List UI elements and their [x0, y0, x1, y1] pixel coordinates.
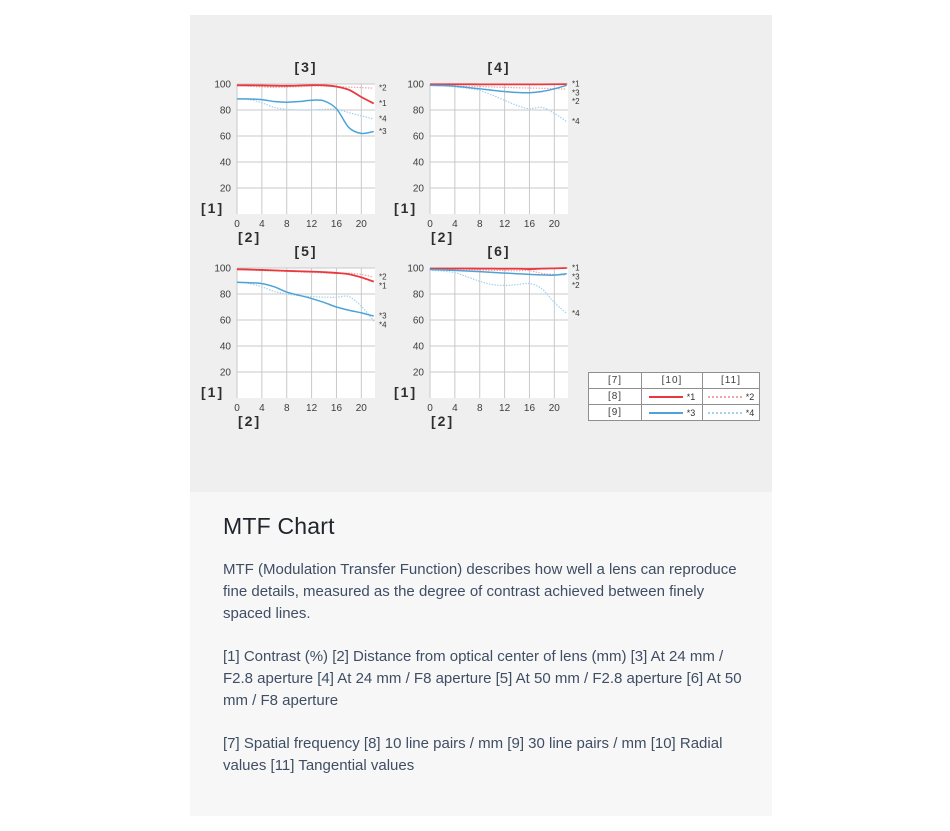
chart-plot	[207, 264, 413, 418]
svg-text:4: 4	[259, 219, 265, 230]
axis-key-paragraph: [1] Contrast (%) [2] Distance from optical center of lens (mm) [3] At 24 mm / F2.8 aperture [4] At 24 mm / F8 aperture [5] At 50 mm / F2.8 aperture [6] At 50 mm / F8 aperture	[223, 648, 742, 709]
svg-text:8: 8	[476, 219, 483, 230]
chart-title: [6]	[487, 243, 511, 259]
svg-text:8: 8	[283, 219, 290, 230]
svg-text:12: 12	[306, 403, 318, 414]
chart-plot	[207, 80, 413, 234]
legend-table	[588, 372, 760, 421]
svg-text:*2: *2	[572, 281, 580, 291]
svg-text:80: 80	[219, 105, 231, 117]
svg-text:*1: *1	[379, 281, 387, 291]
series-3-label: *3	[686, 407, 696, 418]
tangential-30lp-line-sample	[708, 412, 742, 414]
svg-text:*3: *3	[572, 88, 580, 98]
svg-text:*4: *4	[379, 320, 387, 330]
svg-text:100: 100	[407, 264, 424, 275]
svg-text:20: 20	[548, 219, 560, 230]
mtf-charts-panel	[190, 15, 772, 492]
distance-axis-tag: [2]	[238, 413, 262, 429]
svg-text:0: 0	[234, 219, 240, 230]
svg-text:*3: *3	[572, 272, 580, 282]
contrast-axis-tag: [1]	[394, 200, 418, 216]
svg-text:80: 80	[219, 289, 231, 301]
legend-10lp-label: [8]	[589, 389, 642, 405]
legend-key-paragraph: [7] Spatial frequency [8] 10 line pairs / mm [9] 30 line pairs / mm [10] Radial values [11] Tangential values	[223, 735, 723, 774]
svg-text:100: 100	[214, 80, 231, 91]
svg-text:*1: *1	[572, 264, 580, 273]
svg-text:0: 0	[427, 219, 433, 230]
svg-text:16: 16	[523, 219, 536, 230]
tangential-10lp-line-sample	[708, 396, 742, 398]
svg-text:40: 40	[219, 341, 231, 353]
radial-10lp-line-sample	[649, 396, 683, 398]
svg-text:100: 100	[214, 264, 231, 275]
distance-axis-tag: [2]	[238, 229, 262, 245]
chart-title: [5]	[294, 243, 318, 259]
svg-text:12: 12	[306, 219, 318, 230]
svg-text:100: 100	[407, 80, 424, 91]
svg-text:20: 20	[412, 367, 424, 379]
svg-text:40: 40	[219, 157, 231, 169]
mtf-definition-paragraph: MTF (Modulation Transfer Function) describes how well a lens can reproduce fine details, measured as the degree of contrast achieved between finely spaced lines.	[223, 561, 737, 622]
svg-text:*4: *4	[572, 309, 580, 318]
chart-plot	[400, 264, 606, 418]
svg-text:4: 4	[452, 403, 458, 414]
svg-text:80: 80	[412, 105, 424, 117]
svg-text:8: 8	[476, 403, 483, 414]
svg-text:12: 12	[499, 219, 511, 230]
svg-text:60: 60	[219, 131, 231, 143]
mtf-chart-24mm-f2.8	[201, 59, 413, 245]
legend-30lp-label: [9]	[589, 405, 642, 421]
legend-row-10lp	[589, 389, 760, 405]
svg-text:20: 20	[355, 219, 367, 230]
distance-axis-tag: [2]	[431, 413, 455, 429]
mtf-description-panel	[190, 492, 772, 816]
svg-text:40: 40	[412, 341, 424, 353]
svg-text:40: 40	[412, 157, 424, 169]
contrast-axis-tag: [1]	[201, 200, 225, 216]
contrast-axis-tag: [1]	[394, 384, 418, 400]
svg-text:20: 20	[548, 403, 560, 414]
svg-text:20: 20	[219, 367, 231, 379]
svg-text:8: 8	[283, 403, 290, 414]
distance-axis-tag: [2]	[431, 229, 455, 245]
svg-text:*3: *3	[379, 126, 387, 136]
svg-text:*2: *2	[379, 83, 387, 93]
svg-text:16: 16	[330, 403, 343, 414]
svg-text:*1: *1	[572, 80, 580, 89]
svg-text:0: 0	[427, 403, 433, 414]
series-1-label: *1	[686, 391, 696, 402]
contrast-axis-tag: [1]	[201, 384, 225, 400]
legend-tangential-header: [11]	[703, 373, 760, 389]
svg-text:20: 20	[219, 183, 231, 195]
svg-text:16: 16	[330, 219, 343, 230]
svg-text:60: 60	[219, 315, 231, 327]
series-4-label: *4	[745, 407, 755, 418]
svg-text:12: 12	[499, 403, 511, 414]
svg-text:*2: *2	[572, 97, 580, 107]
chart-title: [3]	[294, 59, 318, 75]
svg-text:0: 0	[234, 403, 240, 414]
svg-text:80: 80	[412, 289, 424, 301]
legend-row-30lp	[589, 405, 760, 421]
svg-text:16: 16	[523, 403, 536, 414]
svg-text:*2: *2	[379, 272, 387, 282]
legend-header-row	[589, 373, 760, 389]
mtf-chart-24mm-f8	[394, 59, 606, 245]
legend-spatial-frequency-header: [7]	[589, 373, 642, 389]
svg-text:20: 20	[412, 183, 424, 195]
svg-text:4: 4	[452, 219, 458, 230]
svg-text:20: 20	[355, 403, 367, 414]
svg-text:4: 4	[259, 403, 265, 414]
svg-text:*4: *4	[379, 114, 387, 124]
mtf-chart-50mm-f8	[394, 243, 606, 429]
chart-plot	[400, 80, 606, 234]
series-2-label: *2	[745, 391, 755, 402]
legend-radial-header: [10]	[642, 373, 703, 389]
section-heading: MTF Chart	[223, 513, 335, 539]
svg-text:60: 60	[412, 131, 424, 143]
svg-text:*1: *1	[379, 99, 387, 108]
svg-text:*4: *4	[572, 117, 580, 127]
mtf-chart-50mm-f2.8	[201, 243, 413, 429]
svg-text:60: 60	[412, 315, 424, 327]
chart-title: [4]	[487, 59, 511, 75]
svg-text:*3: *3	[379, 311, 387, 321]
radial-30lp-line-sample	[649, 412, 683, 414]
